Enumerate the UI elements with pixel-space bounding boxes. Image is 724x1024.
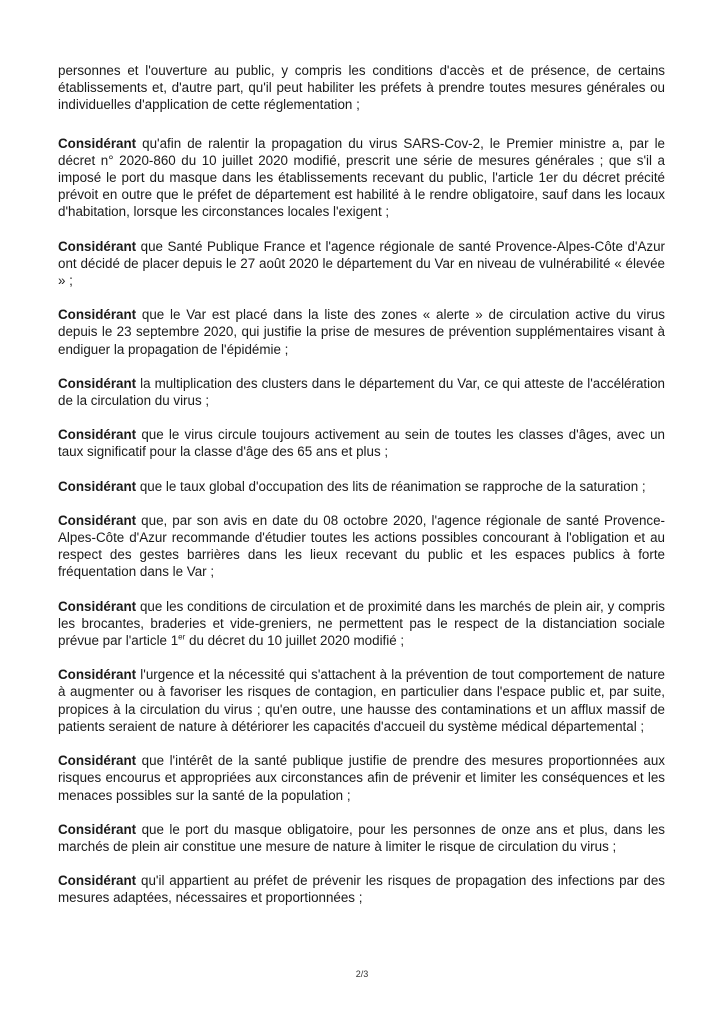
considerant-paragraph-7 [58,512,665,581]
paragraph-text: que le Var est placé dans la liste des zones « alerte » de circulation active du virus depuis le 23 septembre 2020, qui justifie la prise de mesures de prévention supplémentaires visant à endiguer la propagation de l'épidémie ; [58,307,665,357]
paragraph-text: que le port du masque obligatoire, pour les personnes de onze ans et plus, dans les marchés de plein air constitue une mesure de nature à limiter le risque de circulation du virus ; [58,821,665,854]
paragraph-text: qu'afin de ralentir la propagation du virus SARS-Cov-2, le Premier ministre a, par le décret n° 2020-860 du 10 juillet 2020 modifié, prescrit une série de mesures générales ; que s'il a imposé le port du masque dans les établissements recevant du public, l'article 1er du décret précité prévoit en outre que le préfet de département est habilité à le rendre obligatoire, sauf dans les locaux d'habitation, lorsque les circonstances locales l'exigent ; [58,135,665,220]
considerant-keyword: Considérant [58,512,137,528]
paragraph-text: que Santé Publique France et l'agence régionale de santé Provence-Alpes-Côte d'Azur ont décidé de placer depuis le 27 août 2020 le département du Var en niveau de vulnérabilité « élevée » ; [58,238,665,289]
considerant-keyword: Considérant [58,667,137,683]
considerant-paragraph-10 [58,752,665,804]
considerant-paragraph-5 [58,426,665,460]
considerant-paragraph-1 [58,135,665,221]
intro-paragraph: personnes et l'ouverture au public, y compris les conditions d'accès et de présence, de certains établissements et, d'autre part, qu'il peut habiliter les préfets à prendre toutes mesures générales ou individuelles d'application de cette réglementation ; [58,63,665,113]
superscript-er: er [178,632,186,642]
considerant-keyword: Considérant [58,135,137,151]
paragraph-text: que le virus circule toujours activement au sein de toutes les classes d'âges, avec un taux significatif pour la classe d'âge des 65 ans et plus ; [58,427,665,460]
document-body [58,62,665,924]
paragraph-text: que le taux global d'occupation des lits de réanimation se rapproche de la saturation ; [136,478,646,494]
considerant-paragraph-3 [58,306,665,358]
paragraph-text: l'urgence et la nécessité qui s'attachent à la prévention de tout comportement de nature à augmenter ou à favoriser les risques de contagion, en particulier dans l'espace public et, par suite, propices à la circulation du virus ; qu'en outre, une hausse des contaminations et un afflux massif de patients seraient de nature à détériorer les capacités d'accueil du système médical départemental ; [58,667,665,734]
paragraph-text: que les conditions de circulation et de proximité dans les marchés de plein air, y compris les brocantes, braderies et vide-greniers, ne permettent pas le respect de la distanciation sociale prévue par l'article 1 [58,598,665,649]
considerant-paragraph-4 [58,375,665,409]
paragraph-text: qu'il appartient au préfet de prévenir les risques de propagation des infections par des mesures adaptées, nécessaires et proportionnées ; [58,873,665,906]
paragraph-text: que l'intérêt de la santé publique justifie de prendre des mesures proportionnées aux risques encourus et appropriées aux circonstances afin de prévenir et limiter les conséquences et les menaces possibles sur la santé de la population ; [58,753,665,803]
considerant-keyword: Considérant [58,427,137,443]
considerant-keyword: Considérant [58,598,137,614]
paragraph-text: que, par son avis en date du 08 octobre 2020, l'agence régionale de santé Provence-Alpes-Côte d'Azur recommande d'étudier toutes les actions possibles concourant à l'obligation et au respect des gestes barrières dans les lieux recevant du public et les espaces publics à forte fréquentation dans le Var ; [58,512,665,580]
considerant-keyword: Considérant [58,375,137,391]
considerant-paragraph-6 [58,478,665,495]
considerant-keyword: Considérant [58,238,137,254]
considerant-keyword: Considérant [58,307,137,323]
considerant-paragraph-9 [58,666,665,735]
considerant-paragraph-12 [58,872,665,906]
considerant-keyword: Considérant [58,478,137,494]
considerant-paragraph-8 [58,598,665,650]
page-number: 2/3 [355,969,369,979]
considerant-keyword: Considérant [58,753,137,769]
considerant-keyword: Considérant [58,821,137,837]
considerant-keyword: Considérant [58,873,137,889]
paragraph-text: du décret du 10 juillet 2020 modifié ; [185,633,405,649]
paragraph-text: la multiplication des clusters dans le département du Var, ce qui atteste de l'accélération de la circulation du virus ; [58,375,665,409]
considerant-paragraph-2 [58,238,665,290]
considerant-paragraph-11 [58,821,665,855]
